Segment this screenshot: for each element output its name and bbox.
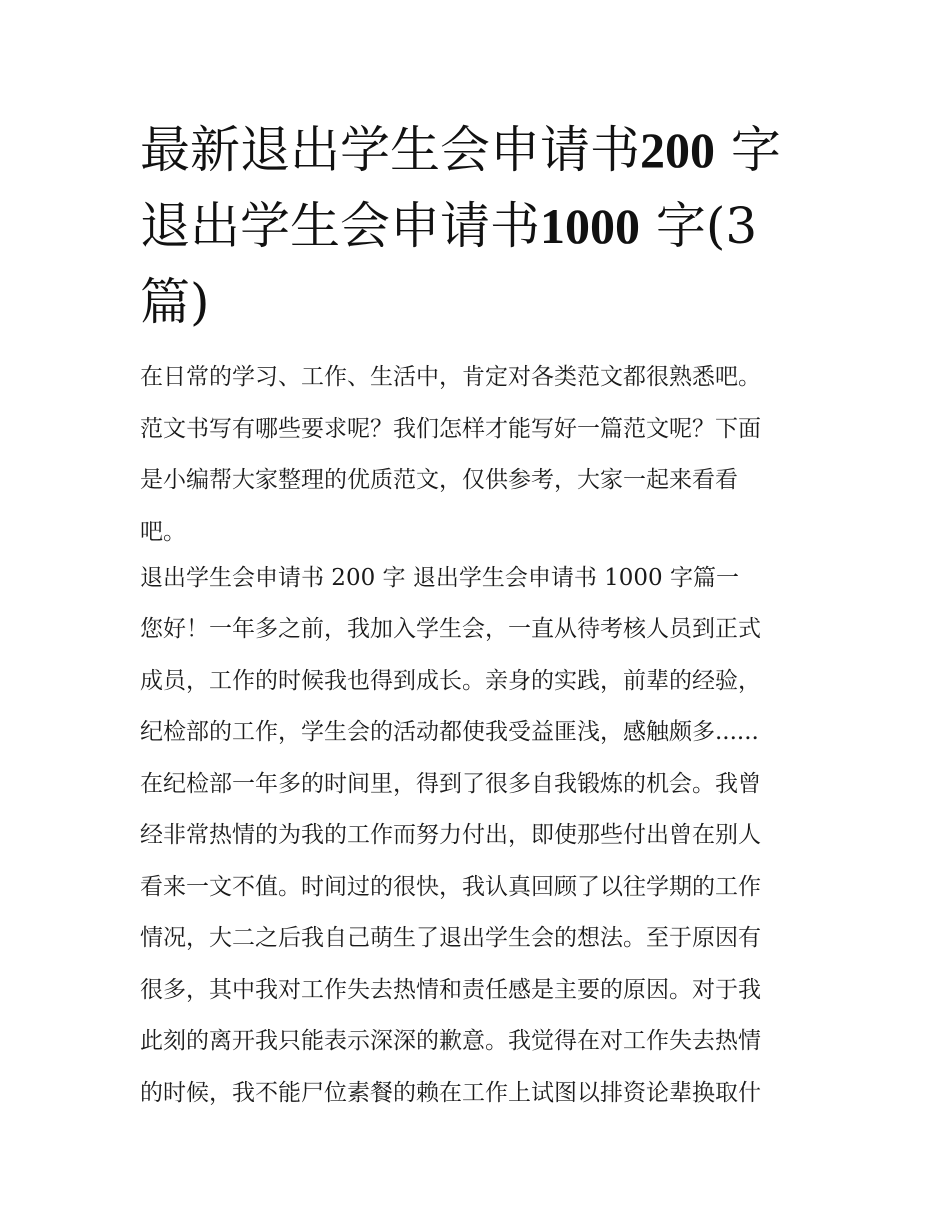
letter-line: 的时候，我不能尸位素餐的赖在工作上试图以排资论辈换取什 [140,1079,761,1106]
title-text: 字 [715,121,781,179]
title-number: 200 [640,122,715,178]
document-title [140,112,820,340]
letter-line: 在纪检部一年多的时间里，得到了很多自我锻炼的机会。我曾 [140,770,761,797]
letter-line: 情况，大二之后我自己萌生了退出学生会的想法。至于原因有 [140,925,761,951]
title-text: 篇) [140,273,210,331]
letter-line: 经非常热情的为我的工作而努力付出，即使那些付出曾在别人 [140,822,761,848]
title-line [140,264,820,340]
letter-line: 您好！一年多之前，我加入学生会，一直从待考核人员到正式 [140,616,761,642]
letter-line: 纪检部的工作，学生会的活动都使我受益匪浅，感触颇多...... [140,719,759,745]
title-line [140,112,820,188]
letter-body [140,604,830,1119]
section-heading-text: 退出学生会申请书 200 字 退出学生会申请书 1000 字篇一 [140,565,739,591]
intro-line: 范文书写有哪些要求呢？我们怎样才能写好一篇范文呢？下面 [140,415,761,442]
letter-line: 此刻的离开我只能表示深深的歉意。我觉得在对工作失去热情 [140,1028,761,1054]
title-text: 最新退出学生会申请书 [140,121,640,179]
letter-line: 很多，其中我对工作失去热情和责任感是主要的原因。对于我 [140,976,761,1003]
title-number: 1000 [540,198,640,254]
intro-line: 是小编帮大家整理的优质范文，仅供参考，大家一起来看看 [140,467,738,493]
title-text: 字(3 [640,197,758,255]
intro-line: 在日常的学习、工作、生活中，肯定对各类范文都很熟悉吧。 [140,364,761,390]
title-line [140,188,820,264]
letter-line: 成员，工作的时候我也得到成长。亲身的实践，前辈的经验， [140,667,761,694]
intro-paragraph [140,352,830,558]
section-heading [140,553,830,605]
intro-line: 吧。 [140,518,186,545]
title-text: 退出学生会申请书 [140,197,540,255]
letter-line: 看来一文不值。时间过的很快，我认真回顾了以往学期的工作 [140,873,761,900]
